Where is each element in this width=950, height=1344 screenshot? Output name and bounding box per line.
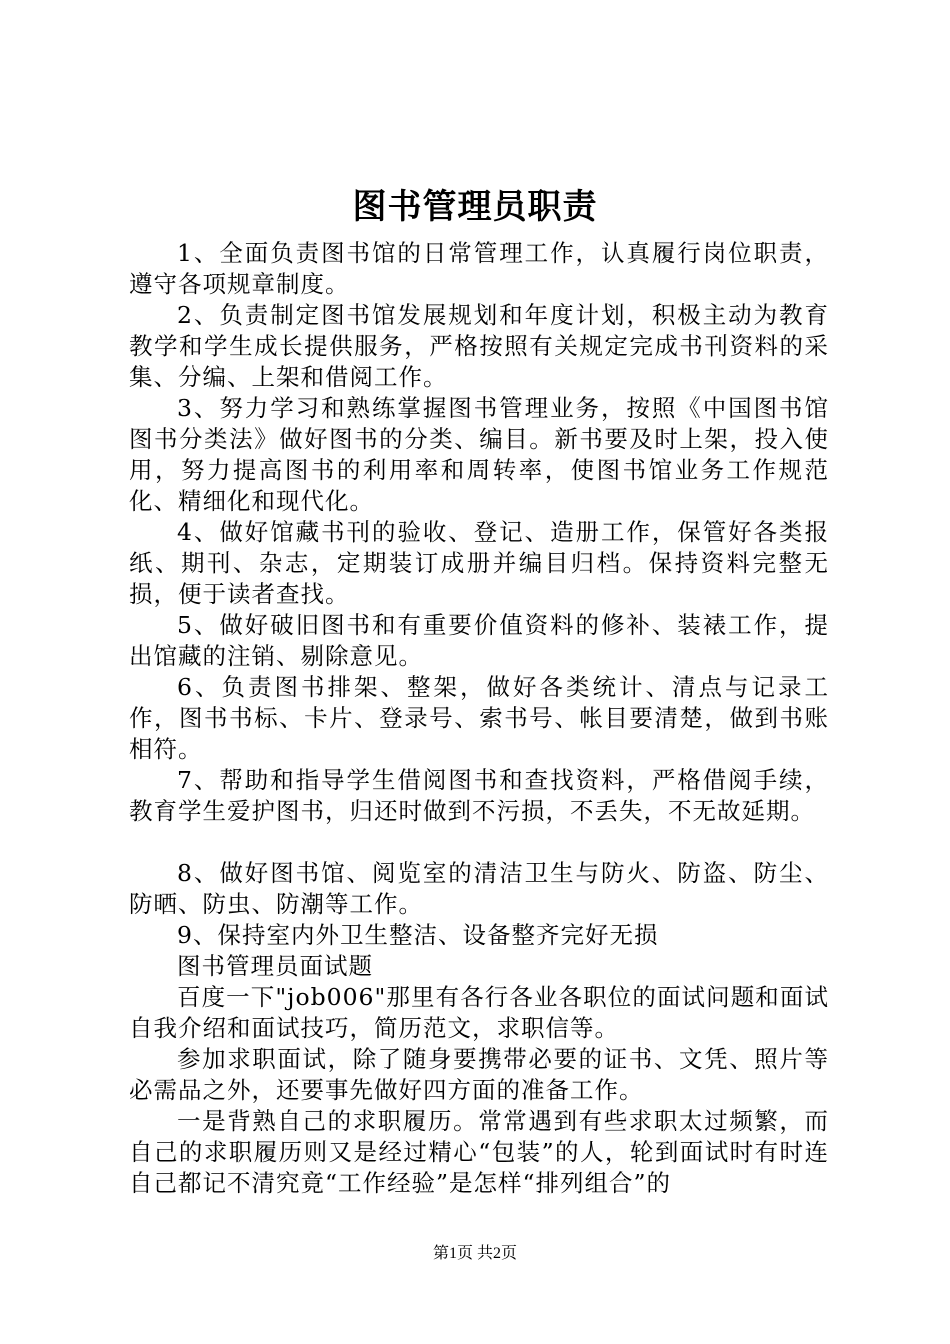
paragraph-duty-3: 3、努力学习和熟练掌握图书管理业务，按照《中国图书馆图书分类法》做好图书的分类、编目。新书要及时上架，投入使用，努力提高图书的利用率和周转率，使图书馆业务工作规范化、精细化和现代化。 (129, 394, 829, 515)
paragraph-duty-1: 1、全面负责图书馆的日常管理工作，认真履行岗位职责，遵守各项规章制度。 (129, 239, 829, 298)
paragraph-duty-2: 2、负责制定图书馆发展规划和年度计划，积极主动为教育教学和学生成长提供服务，严格按照有关规定完成书刊资料的采集、分编、上架和借阅工作。 (129, 301, 829, 391)
page-number-footer: 第1页 共2页 (432, 1245, 517, 1262)
paragraph-duty-6: 6、负责图书排架、整架，做好各类统计、清点与记录工作，图书书标、卡片、登录号、索书号、帐目要清楚，做到书账相符。 (129, 673, 829, 763)
paragraph-duty-7: 7、帮助和指导学生借阅图书和查找资料，严格借阅手续，教育学生爱护图书，归还时做到不污损，不丢失，不无故延期。 (129, 766, 829, 825)
paragraph-interview-2: 参加求职面试，除了随身要携带必要的证书、文凭、照片等必需品之外，还要事先做好四方面的准备工作。 (129, 1045, 829, 1104)
paragraph-duty-9: 9、保持室内外卫生整洁、设备整齐完好无损 (177, 921, 659, 949)
paragraph-duty-8: 8、做好图书馆、阅览室的清洁卫生与防火、防盗、防尘、防晒、防虫、防潮等工作。 (129, 859, 829, 918)
paragraph-interview-3: 一是背熟自己的求职履历。常常遇到有些求职太过频繁，而自己的求职履历则又是经过精心“包装”的人，轮到面试时有时连自己都记不清究竟“工作经验”是怎样“排列组合”的 (129, 1107, 829, 1197)
section-heading-interview: 图书管理员面试题 (177, 952, 373, 980)
document-body (129, 238, 829, 1199)
paragraph-interview-1: 百度一下"job006"那里有各行各业各职位的面试问题和面试自我介绍和面试技巧，简历范文，求职信等。 (129, 983, 829, 1042)
paragraph-duty-4: 4、做好馆藏书刊的验收、登记、造册工作，保管好各类报纸、期刊、杂志，定期装订成册并编目归档。保持资料完整无损，便于读者查找。 (129, 518, 829, 608)
document-title: 图书管理员职责 (352, 187, 598, 227)
paragraph-duty-5: 5、做好破旧图书和有重要价值资料的修补、装裱工作，提出馆藏的注销、剔除意见。 (129, 611, 829, 670)
